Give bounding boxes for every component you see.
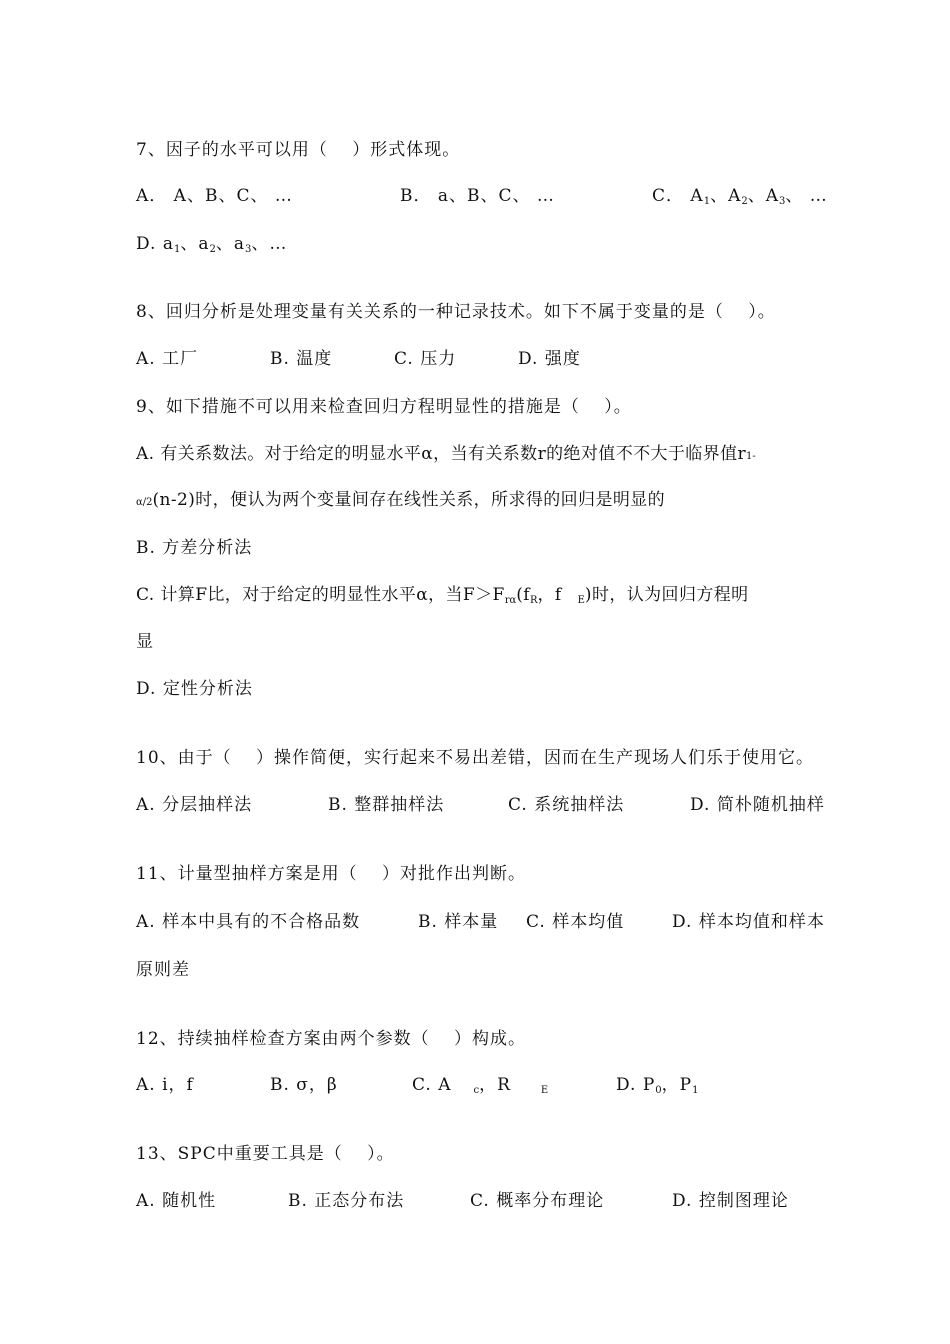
question-12-option-b: B. σ，β (270, 1075, 338, 1095)
question-8-option-c: C. 压力 (394, 349, 457, 369)
question-7-stem: 7、因子的水平可以用（ ）形式体现。 (136, 140, 461, 160)
question-9-stem: 9、如下措施不可以用来检查回归方程明显性的措施是（ ）。 (136, 397, 632, 417)
question-12-option-a: A. i，f (136, 1075, 194, 1095)
question-13-option-c: C. 概率分布理论 (470, 1191, 605, 1211)
question-7-option-c: C． $A_1$、$A_2$、$A_3$、 … (652, 186, 828, 207)
question-9-option-c: C. 计算F比，对于给定的明显性水平α，当$F>F_{r\alpha}(f_R$，f $_E$)时，认为回归方程明 (136, 585, 749, 606)
question-13-option-d: D. 控制图理论 (672, 1191, 789, 1211)
question-13-option-b: B. 正态分布法 (288, 1191, 405, 1211)
question-13-stem: 13、SPC中重要工具是（ ）。 (136, 1144, 395, 1164)
question-9-option-b: B. 方差分析法 (136, 538, 253, 558)
question-12-option-c: C. A $_c$，R $_E$ (412, 1075, 549, 1096)
question-9-option-d: D. 定性分析法 (136, 679, 253, 699)
question-11-option-c: C. 样本均值 (526, 912, 625, 932)
question-11-stem: 11、计量型抽样方案是用（ ）对批作出判断。 (136, 864, 527, 884)
question-8-option-d: D. 强度 (518, 349, 581, 369)
question-8-option-b: B. 温度 (270, 349, 333, 369)
question-10-option-b: B. 整群抽样法 (328, 795, 445, 815)
question-7-option-a: A． A、B、C、 … (136, 186, 293, 206)
question-9-option-a: A. 有关系数法。对于给定的明显水平α，当有关系数r的绝对值不不大于临界值r1- (136, 444, 756, 464)
question-10-option-d: D. 简朴随机抽样 (690, 795, 825, 815)
question-9-option-c-cont: 显 (136, 632, 154, 652)
question-8-stem: 8、回归分析是处理变量有关关系的一种记录技术。如下不属于变量的是（ ）。 (136, 302, 776, 322)
question-9-option-a-cont: α/2(n-2)时，便认为两个变量间存在线性关系，所求得的回归是明显的 (136, 490, 666, 510)
question-11-option-d-cont: 原则差 (136, 960, 190, 980)
question-13-option-a: A. 随机性 (136, 1191, 217, 1211)
question-11-option-b: B. 样本量 (418, 912, 499, 932)
question-7-option-b: B． a、B、C、 … (400, 186, 555, 206)
question-8-option-a: A. 工厂 (136, 349, 199, 369)
question-12-stem: 12、持续抽样检查方案由两个参数（ ）构成。 (136, 1029, 527, 1049)
question-12-option-d: D. $P_0$，$P_1$ (616, 1075, 699, 1096)
question-10-option-c: C. 系统抽样法 (508, 795, 625, 815)
question-10-stem: 10、由于（ ）操作简便，实行起来不易出差错，因而在生产现场人们乐于使用它。 (136, 748, 815, 768)
question-7-option-d: D. $a_1$、$a_2$、$a_3$、… (136, 234, 288, 255)
question-11-option-d: D. 样本均值和样本 (672, 912, 825, 932)
question-10-option-a: A. 分层抽样法 (136, 795, 253, 815)
question-11-option-a: A. 样本中具有的不合格品数 (136, 912, 361, 932)
